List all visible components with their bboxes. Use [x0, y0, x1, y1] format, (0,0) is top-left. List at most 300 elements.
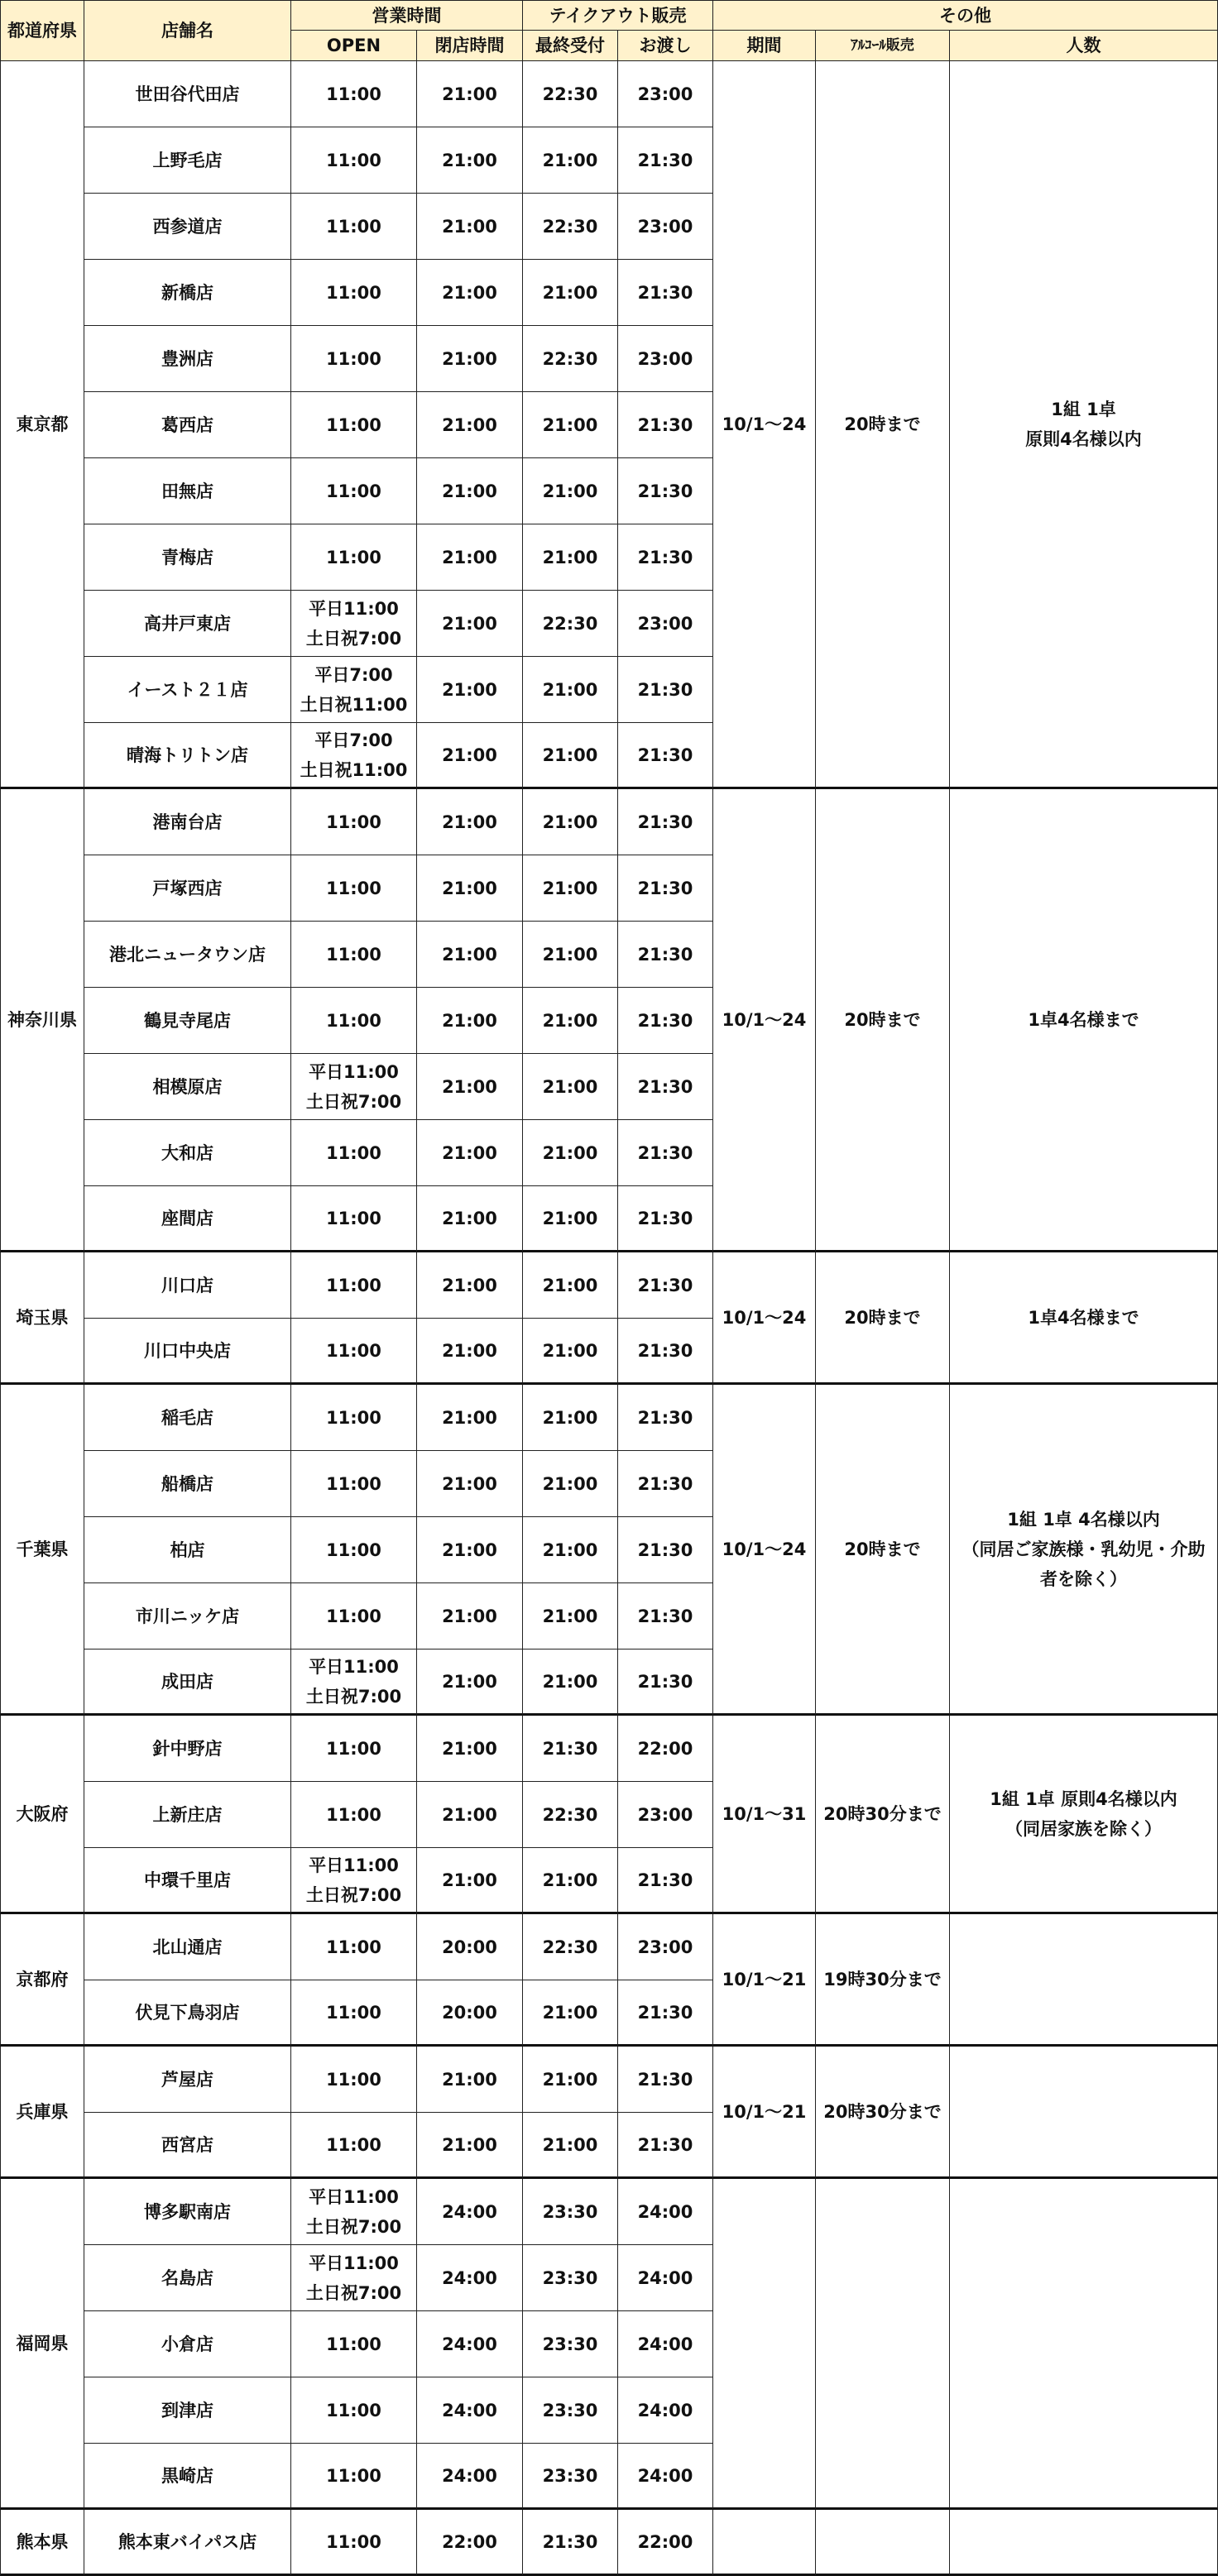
open-time-text: 11:00 [326, 216, 381, 237]
handover-time-text: 21:30 [637, 1208, 693, 1228]
header-people: 人数 [950, 31, 1218, 61]
open-time-text: 11:00 [326, 1937, 381, 1957]
open-time-text: 土日祝7:00 [305, 1091, 402, 1112]
open-time-text: 11:00 [326, 1473, 381, 1494]
open-time [291, 1980, 417, 2047]
open-time-text: 11:00 [326, 1606, 381, 1626]
open-time-text: 11:00 [326, 1208, 381, 1228]
last-order-time [523, 1054, 618, 1120]
region-people-text: 1組 1卓 原則4名様以内 [990, 1788, 1177, 1809]
handover-time-text: 21:30 [637, 2069, 693, 2090]
open-time-text: 平日11:00 [309, 1656, 399, 1677]
close-time-text: 21:00 [442, 944, 497, 965]
open-time [291, 61, 417, 127]
store-name-text: 相模原店 [152, 1076, 223, 1097]
handover-time [618, 1848, 713, 1914]
store-name-text: イースト２１店 [127, 679, 248, 700]
open-time [291, 922, 417, 988]
last-order-time-text: 22:30 [542, 348, 598, 369]
open-time-text: 土日祝11:00 [300, 694, 408, 715]
handover-time-text: 21:30 [637, 1473, 693, 1494]
open-time [291, 1782, 417, 1848]
open-time-text: 11:00 [326, 84, 381, 104]
store-name-text: 世田谷代田店 [135, 84, 240, 104]
last-order-time-text: 22:30 [542, 613, 598, 634]
last-order-time [523, 988, 618, 1054]
open-time [291, 127, 417, 194]
close-time-text: 21:00 [442, 216, 497, 237]
open-time-text: 土日祝7:00 [305, 1884, 402, 1905]
last-order-time [523, 2510, 618, 2576]
region-people [950, 1385, 1218, 1716]
store-name [84, 591, 291, 657]
region-alcohol [816, 1385, 950, 1716]
open-time-text: 11:00 [326, 481, 381, 501]
open-time [291, 326, 417, 392]
open-time [291, 1186, 417, 1252]
close-time [417, 524, 523, 591]
header-other: その他 [713, 0, 1218, 31]
store-name-text: 上新庄店 [152, 1804, 223, 1825]
last-order-time-text: 21:00 [542, 2134, 598, 2155]
close-time [417, 1782, 523, 1848]
last-order-time [523, 1451, 618, 1517]
handover-time-text: 24:00 [637, 2465, 693, 2486]
last-order-time-text: 21:00 [542, 1671, 598, 1692]
close-time [417, 1186, 523, 1252]
region-name-text: 熊本県 [16, 2531, 69, 2552]
last-order-time-text: 21:30 [542, 1738, 598, 1759]
region-period-text: 10/1～24 [722, 1539, 807, 1559]
close-time-text: 21:00 [442, 812, 497, 832]
last-order-time-text: 21:00 [542, 150, 598, 170]
store-name [84, 1716, 291, 1782]
store-name-text: 葛西店 [161, 414, 213, 435]
close-time-text: 21:00 [442, 348, 497, 369]
last-order-time [523, 1319, 618, 1385]
region-period [713, 2510, 816, 2576]
handover-time-text: 24:00 [637, 2267, 693, 2288]
handover-time [618, 789, 713, 855]
last-order-time-text: 21:00 [542, 1407, 598, 1428]
handover-time [618, 591, 713, 657]
region-period [713, 1252, 816, 1385]
close-time [417, 2377, 523, 2444]
store-name [84, 2444, 291, 2510]
region-period-text: 10/1～31 [722, 1803, 807, 1824]
last-order-time-text: 22:30 [542, 1804, 598, 1825]
last-order-time [523, 1848, 618, 1914]
handover-time [618, 61, 713, 127]
store-name-text: 柏店 [170, 1539, 205, 1560]
last-order-time [523, 1186, 618, 1252]
close-time [417, 2510, 523, 2576]
handover-time [618, 127, 713, 194]
last-order-time [523, 458, 618, 524]
store-name-text: 川口中央店 [144, 1340, 231, 1361]
handover-time [618, 458, 713, 524]
store-name [84, 1451, 291, 1517]
last-order-time-text: 22:30 [542, 1937, 598, 1957]
handover-time [618, 326, 713, 392]
region-alcohol [816, 1252, 950, 1385]
handover-time-text: 23:00 [637, 1937, 693, 1957]
region-people [950, 789, 1218, 1252]
region-people [950, 1716, 1218, 1914]
region-period-text: 10/1～24 [722, 414, 807, 434]
handover-time [618, 988, 713, 1054]
close-time-text: 21:00 [442, 1142, 497, 1163]
header-takeout: テイクアウト販売 [523, 0, 713, 31]
close-time-text: 21:00 [442, 745, 497, 765]
region-name-text: 東京都 [16, 414, 69, 434]
open-time-text: 11:00 [326, 2334, 381, 2354]
handover-time-text: 21:30 [637, 878, 693, 898]
store-name [84, 392, 291, 458]
open-time-text: 11:00 [326, 1340, 381, 1361]
handover-time-text: 22:00 [637, 2531, 693, 2552]
close-time-text: 21:00 [442, 1671, 497, 1692]
last-order-time-text: 21:00 [542, 282, 598, 303]
close-time [417, 1385, 523, 1451]
close-time [417, 1252, 523, 1319]
region-name-text: 兵庫県 [16, 2101, 69, 2122]
region-alcohol [816, 61, 950, 789]
region-name [0, 1716, 84, 1914]
close-time-text: 20:00 [442, 2002, 497, 2023]
handover-time [618, 1583, 713, 1650]
open-time [291, 1054, 417, 1120]
region-alcohol-text: 19時30分まで [823, 1969, 942, 1989]
open-time [291, 458, 417, 524]
region-people-text: 1組 1卓 4名様以内 [1007, 1509, 1160, 1530]
store-name [84, 61, 291, 127]
region-people [950, 61, 1218, 789]
region-name-text: 福岡県 [16, 2333, 69, 2353]
open-time [291, 789, 417, 855]
last-order-time-text: 21:00 [542, 2002, 598, 2023]
handover-time-text: 23:00 [637, 84, 693, 104]
open-time-text: 11:00 [326, 812, 381, 832]
open-time [291, 2245, 417, 2311]
last-order-time [523, 1252, 618, 1319]
store-name-text: 名島店 [161, 2267, 213, 2288]
region-period [713, 1385, 816, 1716]
store-name-text: 芦屋店 [161, 2069, 213, 2090]
open-time-text: 平日11:00 [309, 1855, 399, 1875]
store-name [84, 789, 291, 855]
store-name-text: 鶴見寺尾店 [144, 1010, 231, 1031]
store-name-text: 大和店 [161, 1142, 213, 1163]
store-name [84, 2510, 291, 2576]
region-name-text: 埼玉県 [16, 1307, 69, 1328]
region-people-text: 1組 1卓 [1051, 399, 1116, 419]
close-time-text: 24:00 [442, 2400, 497, 2420]
handover-time [618, 1716, 713, 1782]
last-order-time-text: 21:00 [542, 1275, 598, 1295]
region-name-text: 京都府 [16, 1969, 69, 1989]
header-open: OPEN [291, 31, 417, 61]
store-name-text: 熊本東バイパス店 [117, 2531, 257, 2552]
header-close: 閉店時間 [417, 31, 523, 61]
handover-time-text: 21:30 [637, 1010, 693, 1031]
close-time [417, 1517, 523, 1583]
store-name-text: 成田店 [161, 1671, 213, 1692]
close-time-text: 21:00 [442, 547, 497, 567]
store-name [84, 1120, 291, 1186]
open-time [291, 2377, 417, 2444]
close-time-text: 21:00 [442, 1870, 497, 1890]
last-order-time-text: 23:30 [542, 2400, 598, 2420]
last-order-time [523, 260, 618, 326]
close-time-text: 21:00 [442, 1539, 497, 1560]
region-alcohol-text: 20時まで [844, 1539, 921, 1559]
open-time [291, 1385, 417, 1451]
store-name [84, 1186, 291, 1252]
last-order-time-text: 23:30 [542, 2201, 598, 2222]
handover-time-text: 23:00 [637, 613, 693, 634]
close-time-text: 21:00 [442, 613, 497, 634]
handover-time-text: 21:30 [637, 745, 693, 765]
last-order-time-text: 23:30 [542, 2465, 598, 2486]
handover-time [618, 194, 713, 260]
open-time-text: 11:00 [326, 944, 381, 965]
open-time-text: 11:00 [326, 282, 381, 303]
region-alcohol-text: 20時まで [844, 1307, 921, 1328]
header-handover: お渡し [618, 31, 713, 61]
handover-time-text: 21:30 [637, 1275, 693, 1295]
open-time-text: 平日7:00 [314, 730, 393, 750]
open-time-text: 土日祝7:00 [305, 628, 402, 649]
header-prefecture: 都道府県 [0, 0, 84, 61]
last-order-time [523, 855, 618, 922]
close-time [417, 789, 523, 855]
close-time-text: 21:00 [442, 1407, 497, 1428]
region-name [0, 2047, 84, 2179]
region-period-text: 10/1～21 [722, 1969, 807, 1989]
close-time-text: 21:00 [442, 1804, 497, 1825]
close-time-text: 21:00 [442, 84, 497, 104]
handover-time-text: 22:00 [637, 1738, 693, 1759]
last-order-time [523, 194, 618, 260]
handover-time-text: 21:30 [637, 481, 693, 501]
close-time-text: 21:00 [442, 2069, 497, 2090]
close-time [417, 855, 523, 922]
close-time-text: 21:00 [442, 1076, 497, 1097]
store-name [84, 1054, 291, 1120]
close-time [417, 1716, 523, 1782]
last-order-time [523, 326, 618, 392]
open-time-text: 平日11:00 [309, 2186, 399, 2207]
last-order-time-text: 21:00 [542, 547, 598, 567]
open-time [291, 1914, 417, 1980]
handover-time-text: 21:30 [637, 1671, 693, 1692]
store-name-text: 新橋店 [161, 282, 213, 303]
region-period [713, 1914, 816, 2047]
close-time [417, 2444, 523, 2510]
store-name [84, 1980, 291, 2047]
last-order-time [523, 591, 618, 657]
last-order-time [523, 789, 618, 855]
region-people-text: 1卓4名様まで [1028, 1009, 1139, 1030]
store-name [84, 2377, 291, 2444]
open-time-text: 11:00 [326, 878, 381, 898]
handover-time [618, 1252, 713, 1319]
store-name-text: 田無店 [161, 481, 213, 501]
last-order-time-text: 23:30 [542, 2267, 598, 2288]
handover-time [618, 392, 713, 458]
last-order-time [523, 657, 618, 723]
region-period [713, 789, 816, 1252]
close-time-text: 21:00 [442, 1208, 497, 1228]
handover-time [618, 260, 713, 326]
handover-time [618, 2245, 713, 2311]
open-time [291, 1120, 417, 1186]
last-order-time [523, 2113, 618, 2179]
store-name-text: 北山通店 [152, 1937, 223, 1957]
header-business-hours: 営業時間 [291, 0, 523, 31]
close-time [417, 1120, 523, 1186]
store-name-text: 川口店 [161, 1275, 213, 1295]
close-time [417, 988, 523, 1054]
region-alcohol [816, 1914, 950, 2047]
store-name-text: 港北ニュータウン店 [109, 944, 266, 965]
store-name [84, 1914, 291, 1980]
last-order-time [523, 61, 618, 127]
close-time-text: 22:00 [442, 2531, 497, 2552]
store-name [84, 194, 291, 260]
handover-time [618, 2311, 713, 2377]
close-time [417, 2113, 523, 2179]
handover-time-text: 21:30 [637, 1142, 693, 1163]
region-name [0, 2179, 84, 2510]
handover-time-text: 21:30 [637, 1539, 693, 1560]
handover-time [618, 1451, 713, 1517]
open-time-text: 平日11:00 [309, 598, 399, 619]
handover-time-text: 21:30 [637, 812, 693, 832]
store-name [84, 2179, 291, 2245]
last-order-time-text: 21:00 [542, 1606, 598, 1626]
last-order-time-text: 21:00 [542, 944, 598, 965]
region-name [0, 1385, 84, 1716]
open-time [291, 1252, 417, 1319]
region-period-text: 10/1～24 [722, 1307, 807, 1328]
handover-time [618, 1186, 713, 1252]
last-order-time-text: 21:00 [542, 2069, 598, 2090]
last-order-time-text: 21:00 [542, 414, 598, 435]
header-last-order: 最終受付 [523, 31, 618, 61]
close-time [417, 2311, 523, 2377]
region-people [950, 2510, 1218, 2576]
handover-time-text: 21:30 [637, 2134, 693, 2155]
last-order-time-text: 21:00 [542, 679, 598, 700]
close-time [417, 1914, 523, 1980]
open-time [291, 392, 417, 458]
store-name [84, 1848, 291, 1914]
handover-time [618, 1914, 713, 1980]
open-time-text: 11:00 [326, 2531, 381, 2552]
close-time-text: 21:00 [442, 414, 497, 435]
store-name-text: 西宮店 [161, 2134, 213, 2155]
last-order-time [523, 2377, 618, 2444]
open-time-text: 11:00 [326, 150, 381, 170]
store-name [84, 922, 291, 988]
handover-time-text: 21:30 [637, 414, 693, 435]
handover-time-text: 24:00 [637, 2400, 693, 2420]
region-name [0, 1914, 84, 2047]
last-order-time-text: 21:00 [542, 745, 598, 765]
handover-time-text: 21:30 [637, 282, 693, 303]
handover-time [618, 1319, 713, 1385]
close-time [417, 922, 523, 988]
open-time-text: 平日11:00 [309, 2253, 399, 2273]
open-time-text: 平日11:00 [309, 1061, 399, 1082]
region-name [0, 61, 84, 789]
last-order-time-text: 21:00 [542, 1076, 598, 1097]
store-name [84, 855, 291, 922]
store-name-text: 博多駅南店 [144, 2201, 231, 2222]
store-name [84, 1252, 291, 1319]
region-alcohol [816, 2047, 950, 2179]
handover-time [618, 1980, 713, 2047]
region-alcohol [816, 2510, 950, 2576]
region-period [713, 1716, 816, 1914]
close-time-text: 24:00 [442, 2267, 497, 2288]
close-time-text: 21:00 [442, 1606, 497, 1626]
last-order-time [523, 1583, 618, 1650]
open-time-text: 11:00 [326, 1010, 381, 1031]
region-alcohol-text: 20時30分まで [823, 2101, 942, 2122]
last-order-time-text: 21:00 [542, 1539, 598, 1560]
last-order-time [523, 1716, 618, 1782]
handover-time-text: 21:30 [637, 679, 693, 700]
region-alcohol-text: 20時まで [844, 1009, 921, 1030]
region-period-text: 10/1～24 [722, 1009, 807, 1030]
open-time-text: 11:00 [326, 2069, 381, 2090]
store-name [84, 1319, 291, 1385]
store-name [84, 2311, 291, 2377]
store-name-text: 小倉店 [161, 2334, 213, 2354]
store-name [84, 2113, 291, 2179]
close-time [417, 127, 523, 194]
handover-time [618, 2047, 713, 2113]
open-time [291, 2444, 417, 2510]
store-name [84, 1782, 291, 1848]
close-time-text: 21:00 [442, 150, 497, 170]
open-time-text: 11:00 [326, 2400, 381, 2420]
handover-time [618, 1385, 713, 1451]
open-time [291, 2047, 417, 2113]
store-name [84, 988, 291, 1054]
handover-time [618, 723, 713, 789]
region-name-text: 大阪府 [16, 1803, 69, 1824]
region-period-text: 10/1～21 [722, 2101, 807, 2122]
store-name-text: 港南台店 [152, 812, 223, 832]
open-time-text: 11:00 [326, 1142, 381, 1163]
handover-time-text: 21:30 [637, 2002, 693, 2023]
close-time [417, 1650, 523, 1716]
close-time-text: 21:00 [442, 282, 497, 303]
last-order-time-text: 21:00 [542, 481, 598, 501]
region-period [713, 2047, 816, 2179]
last-order-time [523, 2047, 618, 2113]
close-time [417, 1980, 523, 2047]
open-time [291, 260, 417, 326]
open-time [291, 2510, 417, 2576]
region-people [950, 2047, 1218, 2179]
close-time-text: 21:00 [442, 878, 497, 898]
open-time [291, 855, 417, 922]
